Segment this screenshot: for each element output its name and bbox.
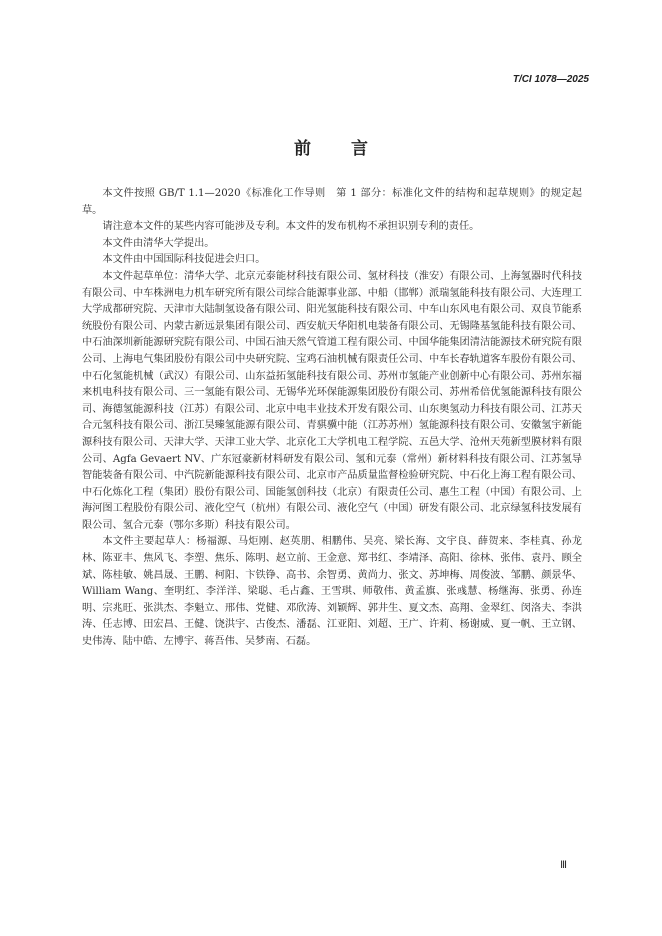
paragraph-patent-notice: 请注意本文件的某些内容可能涉及专利。本文件的发布机构不承担识别专利的责任。 <box>102 221 480 233</box>
paragraph-drafting-units: 本文件起草单位：清华大学、北京元泰能材科技有限公司、氢材科技（淮安）有限公司、上海氢器时代科技有限公司、中车株洲电力机车研究所有限公司综合能源事业部、中船（邯郸）派瑞氢能科技有限公司、大连理工大学成都研究院、天津市大陆制氢设备有限公司、阳光氢能科技有限公司、中车山东风电有限公司、双良节能系统股份有限公司、内蒙古新远景集团有限公司、西安航天华阳机电装备有限公司、无锡隆基氢能科技有限公司、中石油深圳新能源研究院有限公司、中国石油天然气管道工程有限公司、中国华能集团清洁能源技术研究院有限公司、上海电气集团股份有限公司中央研究院、宝鸡石油机械有限责任公司、中车长春轨道客车股份有限公司、中石化氢能机械（武汉）有限公司、山东益拓氢能科技有限公司、苏州市氢能产业创新中心有限公司、苏州东福来机电科技有限公司、三一氢能有限公司、无锡华光环保能源集团股份有限公司、苏州希倍优氢能源科技有限公司、海德氢能源科技（江苏）有限公司、北京中电丰业技术开发有限公司、山东奥氢动力科技有限公司、江苏天合元氢科技有限公司、浙江昊臻氢能源有限公司、青骐骥中能（江苏苏州）氢能源科技有限公司、安徽氢宇新能源科技有限公司、天津大学、天津工业大学、北京化工大学机电工程学院、五邑大学、沧州天苑新型膜材料有限公司、Agfa Gevaert NV、广东冠豪新材料研发有限公司、氢和元泰（常州）新材料科技有限公司、江苏氢导智能装备有限公司、中汽院新能源科技有限公司、北京市产品质量监督检验研究院、中石化上海工程有限公司、中石化炼化工程（集团）股份有限公司、国能氢创科技（北京）有限责任公司、惠生工程（中国）有限公司、上海河图工程股份有限公司、液化空气（杭州）有限公司、液化空气（中国）研发有限公司、北京绿氢科技发展有限公司、氢合元泰（鄂尔多斯）科技有限公司。 <box>82 270 582 531</box>
doc-number: T/CI 1078—2025 <box>512 74 589 85</box>
paragraph-drafting-rules: 本文件按照 GB/T 1.1—2020《标准化工作导则 第 1 部分：标准化文件的结构和起草规则》的规定起草。 <box>82 188 582 216</box>
paragraph-centralized-by: 本文件由中国国际科技促进会归口。 <box>102 254 266 266</box>
body-text <box>82 186 582 651</box>
paragraph-proposer: 本文件由清华大学提出。 <box>102 237 215 249</box>
paragraph-drafters: 本文件主要起草人：杨福源、马炬刚、赵英朋、相鹏伟、吴亮、梁长海、文宇良、薛贺来、李桂真、孙龙林、陈亚丰、焦风飞、李塑、焦乐、陈明、赵立前、王金意、郑书红、李靖泽、高阳、徐林、张伟、袁丹、顾全斌、陈桂敏、姚昌晟、王鹏、柯阳、卞铁铮、高书、余智勇、黄尚力、张文、苏坤梅、周俊波、邹鹏、颜景华、William Wang、奎明红、李洋洋、梁聪、毛占鑫、王雪琪、师敬伟、黄孟旗、张彧慧、杨继海、张勇、孙连明、宗兆旺、张洪杰、李魁立、邢伟、党健、邓欣涛、刘颖辉、郭井生、夏文杰、高翔、金翠红、闵洛夫、李洪涛、任志博、田宏昌、王健、饶洪宇、古俊杰、潘磊、江亚阳、刘超、王广、许莉、杨谢威、夏一帆、王立钢、史伟涛、陆中皓、左博宇、蒋吾伟、吴梦南、石磊。 <box>82 536 582 648</box>
page-title: 前言 <box>294 139 408 159</box>
page-number: Ⅲ <box>560 860 567 871</box>
